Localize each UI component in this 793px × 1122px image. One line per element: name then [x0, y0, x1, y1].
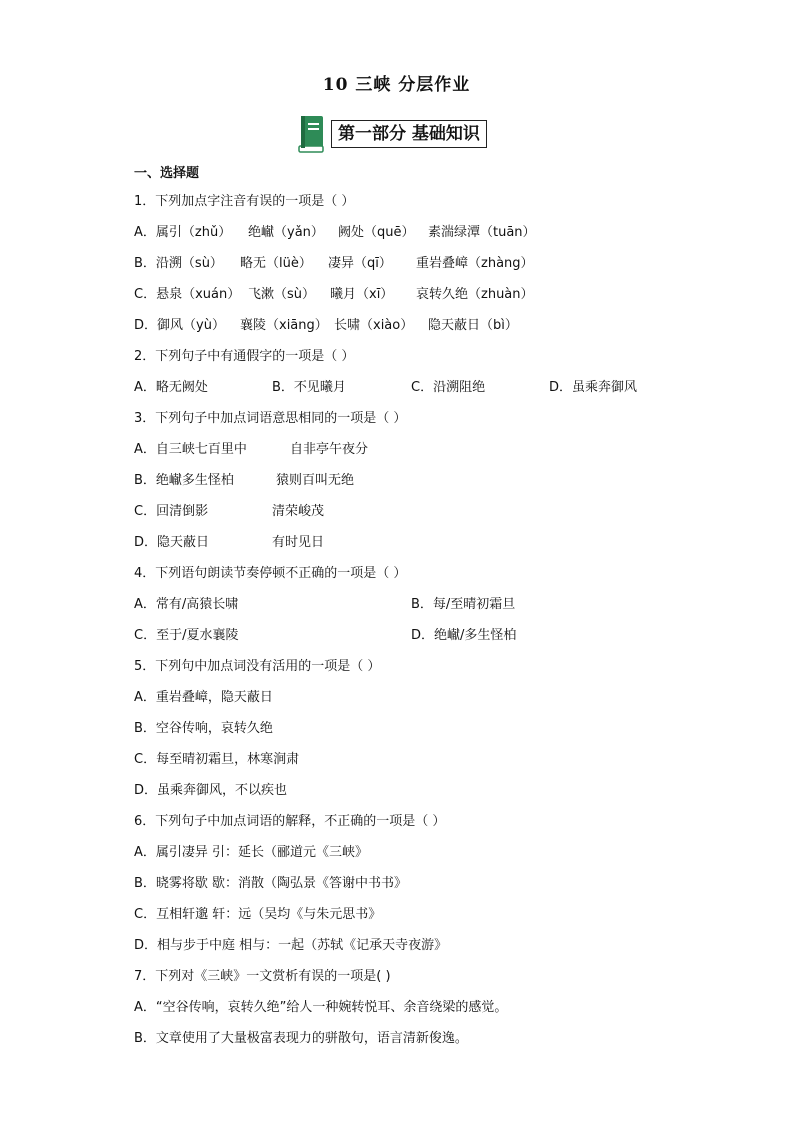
question-5-option-d: D．虽乘奔御风，不以疾也: [134, 783, 288, 798]
option-part: 凄异（qī）: [328, 256, 392, 271]
option-part: 清荣峻茂: [272, 504, 325, 519]
question-1-option-c: [134, 282, 694, 313]
question-5-option-a: A．重岩叠嶂，隐天蔽日: [134, 690, 273, 705]
question-6-option-b: B．晓雾将歇 歇：消散（陶弘景《答谢中书书》: [134, 876, 408, 891]
question-content: [134, 163, 694, 1057]
question-3-option-c: [134, 499, 694, 530]
question-4-option-c: C．至于/夏水襄陵: [134, 628, 239, 643]
part-banner: [297, 114, 487, 154]
question-5-stem: 5．下列句中加点词没有活用的一项是（ ）: [134, 659, 381, 674]
question-5-option-c: C．每至晴初霜旦，林寒涧肃: [134, 752, 300, 767]
question-2-options: [134, 375, 694, 406]
option-part: 重岩叠嶂（zhàng）: [416, 256, 534, 271]
option-part: 长啸（xiào）: [334, 318, 414, 333]
option-part: 襄陵（xiāng）: [240, 318, 328, 333]
option-part: 哀转久绝（zhuàn）: [416, 287, 534, 302]
question-4-option-d: D．绝𪩘/多生怪柏: [411, 628, 517, 643]
question-2-option-d: D．虽乘奔御风: [549, 380, 638, 395]
question-7-stem: 7．下列对《三峡》一文赏析有误的一项是( ): [134, 969, 391, 984]
book-icon: [297, 114, 327, 154]
option-part: 飞漱（sù）: [248, 287, 316, 302]
option-part: C．悬泉（xuán）: [134, 287, 241, 302]
question-5-option-b: B．空谷传响，哀转久绝: [134, 721, 273, 736]
option-part: 绝𪩘（yǎn）: [248, 225, 324, 240]
option-part: D．御风（yù）: [134, 318, 225, 333]
question-3-stem: 3．下列句子中加点词语意思相同的一项是（ ）: [134, 411, 407, 426]
question-6-option-d: D．相与步于中庭 相与：一起（苏轼《记承天寺夜游》: [134, 938, 448, 953]
option-part: 有时见日: [272, 535, 325, 550]
question-3-option-d: [134, 530, 694, 561]
option-part: 阙处（quē）: [338, 225, 415, 240]
question-4-option-a: A．常有/高猿长啸: [134, 597, 239, 612]
option-part: 自非亭午夜分: [290, 442, 369, 457]
option-part: D．隐天蔽日: [134, 535, 210, 550]
option-part: B．沿溯（sù）: [134, 256, 223, 271]
option-part: A．自三峡七百里中: [134, 442, 247, 457]
question-1-stem: 1．下列加点字注音有误的一项是（ ）: [134, 194, 355, 209]
question-2-stem: 2．下列句子中有通假字的一项是（ ）: [134, 349, 355, 364]
part-label: 第一部分 基础知识: [331, 120, 487, 148]
question-6-option-a: A．属引凄异 引：延长（郦道元《三峡》: [134, 845, 369, 860]
option-part: 隐天蔽日（bì）: [428, 318, 518, 333]
question-3-option-a: [134, 437, 694, 468]
option-part: C．回清倒影: [134, 504, 209, 519]
option-part: 曦月（xī）: [330, 287, 394, 302]
option-part: 猿则百叫无绝: [276, 473, 355, 488]
question-3-option-b: [134, 468, 694, 499]
question-4-options-ab: [134, 592, 694, 623]
question-1-option-d: [134, 313, 694, 344]
option-part: A．属引（zhǔ）: [134, 225, 232, 240]
question-4-stem: 4．下列语句朗读节奏停顿不正确的一项是（ ）: [134, 566, 407, 581]
question-1-option-b: [134, 251, 694, 282]
section-heading: 一、选择题: [134, 166, 200, 181]
question-7-option-a: A．“空谷传响，哀转久绝”给人一种婉转悦耳、余音绕梁的感觉。: [134, 1000, 508, 1015]
question-7-option-b: B．文章使用了大量极富表现力的骈散句，语言清新俊逸。: [134, 1031, 468, 1046]
question-1-option-a: [134, 220, 694, 251]
question-6-stem: 6．下列句子中加点词语的解释，不正确的一项是（ ）: [134, 814, 446, 829]
question-6-option-c: C．互相轩邈 轩：远（吴均《与朱元思书》: [134, 907, 382, 922]
option-part: B．绝𪩘多生怪柏: [134, 473, 234, 488]
question-2-option-a: A．略无阙处: [134, 380, 208, 395]
question-4-option-b: B．每/至晴初霜旦: [411, 597, 516, 612]
option-part: 略无（lüè）: [240, 256, 312, 271]
question-2-option-b: B．不见曦月: [272, 380, 346, 395]
question-2-option-c: C．沿溯阻绝: [411, 380, 486, 395]
page-title: 10 三峡 分层作业: [322, 75, 471, 95]
question-4-options-cd: [134, 623, 694, 654]
option-part: 素湍绿潭（tuān）: [428, 225, 536, 240]
